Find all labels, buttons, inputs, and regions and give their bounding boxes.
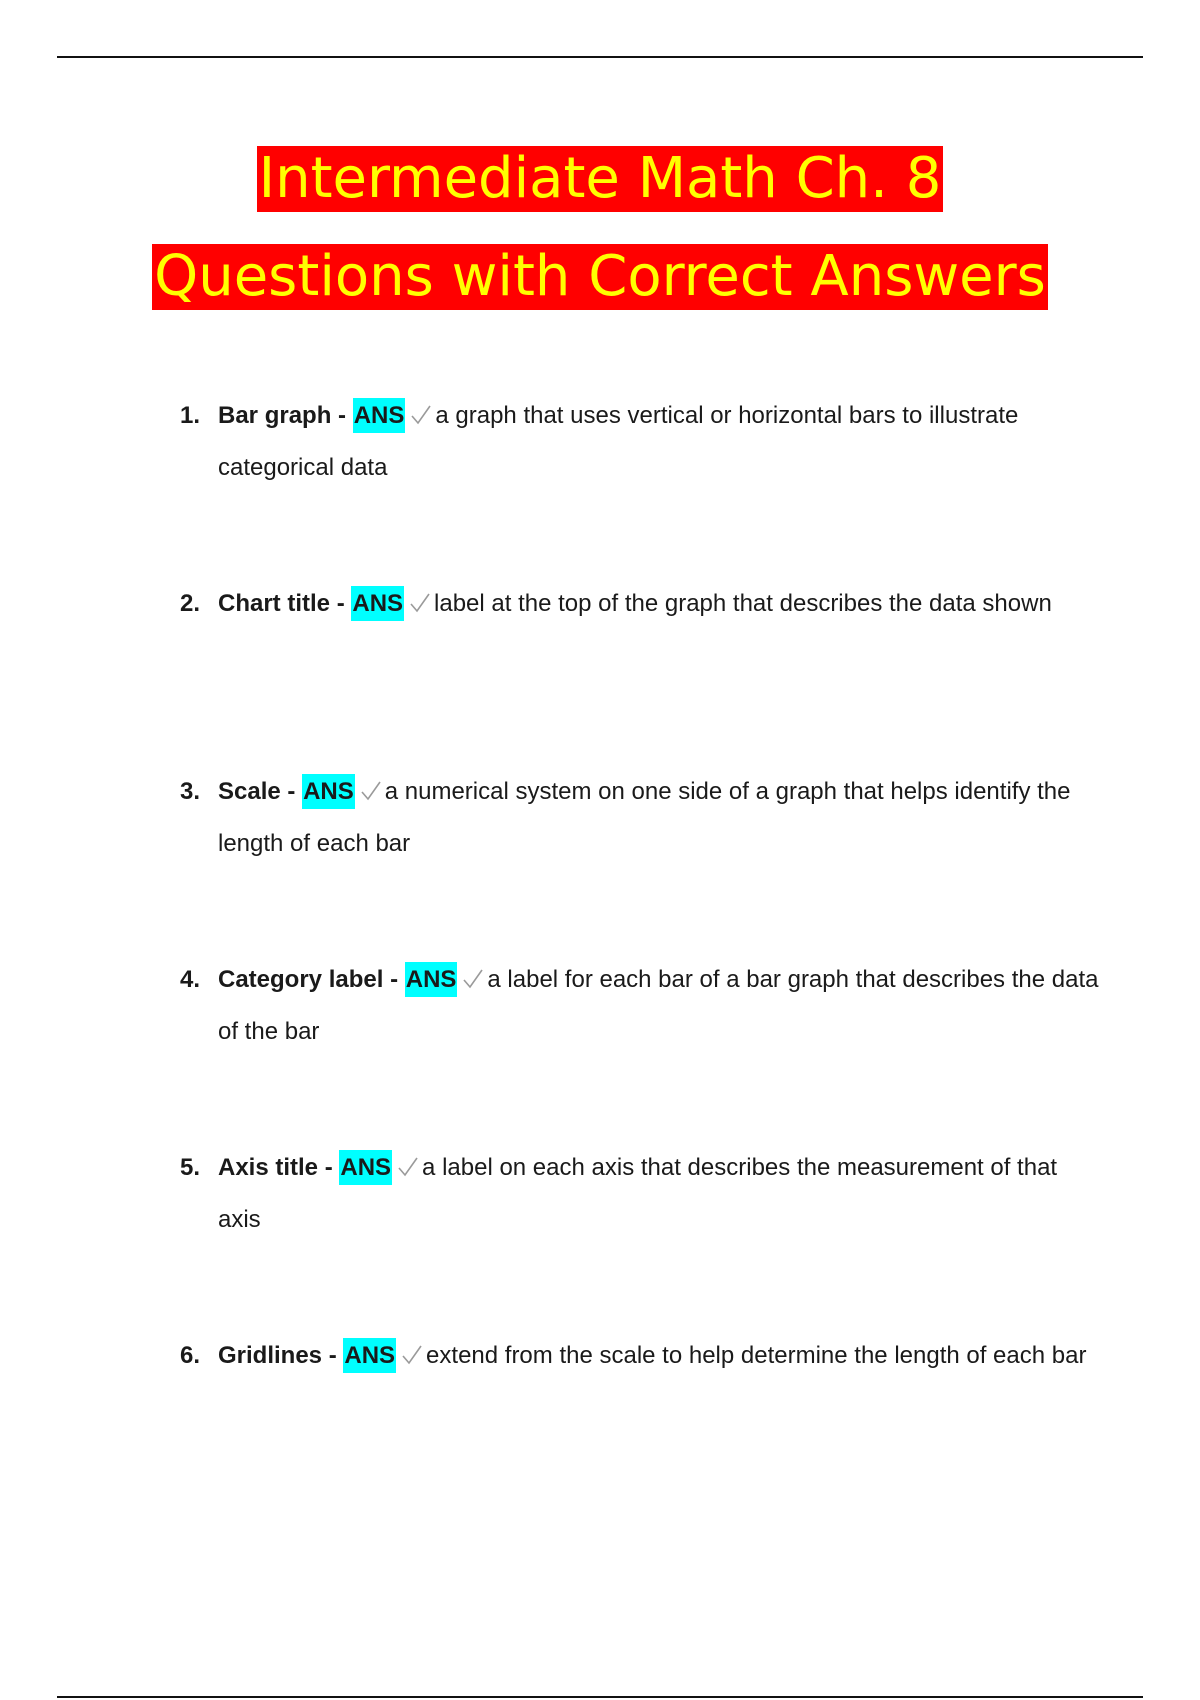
question-item xyxy=(180,954,1100,1142)
title-line-1: Intermediate Math Ch. 8 xyxy=(258,146,942,211)
ans-label: ANS xyxy=(405,962,458,997)
term-separator: - xyxy=(336,590,345,617)
ans-label: ANS xyxy=(339,1150,392,1185)
question-number: 6. xyxy=(180,1342,201,1369)
answer-text: a label on each axis that describes the measurement of that axis xyxy=(218,1154,1058,1233)
question-item xyxy=(180,1142,1100,1330)
answer-text: a graph that uses vertical or horizontal bars to illustrate categorical data xyxy=(218,402,1019,481)
question-item xyxy=(180,1330,1100,1518)
footer-rule xyxy=(57,1696,1143,1698)
question-term: Category label xyxy=(218,966,384,993)
checkmark-icon xyxy=(360,780,382,802)
header-rule xyxy=(57,56,1143,58)
ans-label: ANS xyxy=(353,398,406,433)
term-separator: - xyxy=(338,402,347,429)
question-term: Bar graph xyxy=(218,402,332,429)
question-item xyxy=(180,766,1100,954)
question-item xyxy=(180,390,1100,578)
ans-label: ANS xyxy=(343,1338,396,1373)
question-term: Chart title xyxy=(218,590,331,617)
question-item xyxy=(180,578,1100,766)
question-number: 1. xyxy=(180,402,201,429)
question-list xyxy=(180,390,1100,1518)
term-separator: - xyxy=(328,1342,337,1369)
checkmark-icon xyxy=(409,592,431,614)
question-term: Scale xyxy=(218,778,281,805)
term-separator: - xyxy=(287,778,296,805)
question-term: Axis title xyxy=(218,1154,319,1181)
ans-label: ANS xyxy=(302,774,355,809)
checkmark-icon xyxy=(401,1344,423,1366)
document-title xyxy=(0,146,1200,342)
question-number: 4. xyxy=(180,966,201,993)
checkmark-icon xyxy=(462,968,484,990)
question-number: 2. xyxy=(180,590,201,617)
checkmark-icon xyxy=(397,1156,419,1178)
question-number: 3. xyxy=(180,778,201,805)
term-separator: - xyxy=(324,1154,333,1181)
term-separator: - xyxy=(390,966,399,993)
checkmark-icon xyxy=(410,404,432,426)
title-line-2: Questions with Correct Answers xyxy=(154,244,1046,309)
answer-text: a label for each bar of a bar graph that describes the data of the bar xyxy=(218,966,1099,1045)
ans-label: ANS xyxy=(351,586,404,621)
question-number: 5. xyxy=(180,1154,201,1181)
answer-text: label at the top of the graph that describes the data shown xyxy=(434,590,1052,617)
answer-text: a numerical system on one side of a graph that helps identify the length of each bar xyxy=(218,778,1071,857)
question-term: Gridlines xyxy=(218,1342,323,1369)
answer-text: extend from the scale to help determine the length of each bar xyxy=(426,1342,1087,1369)
